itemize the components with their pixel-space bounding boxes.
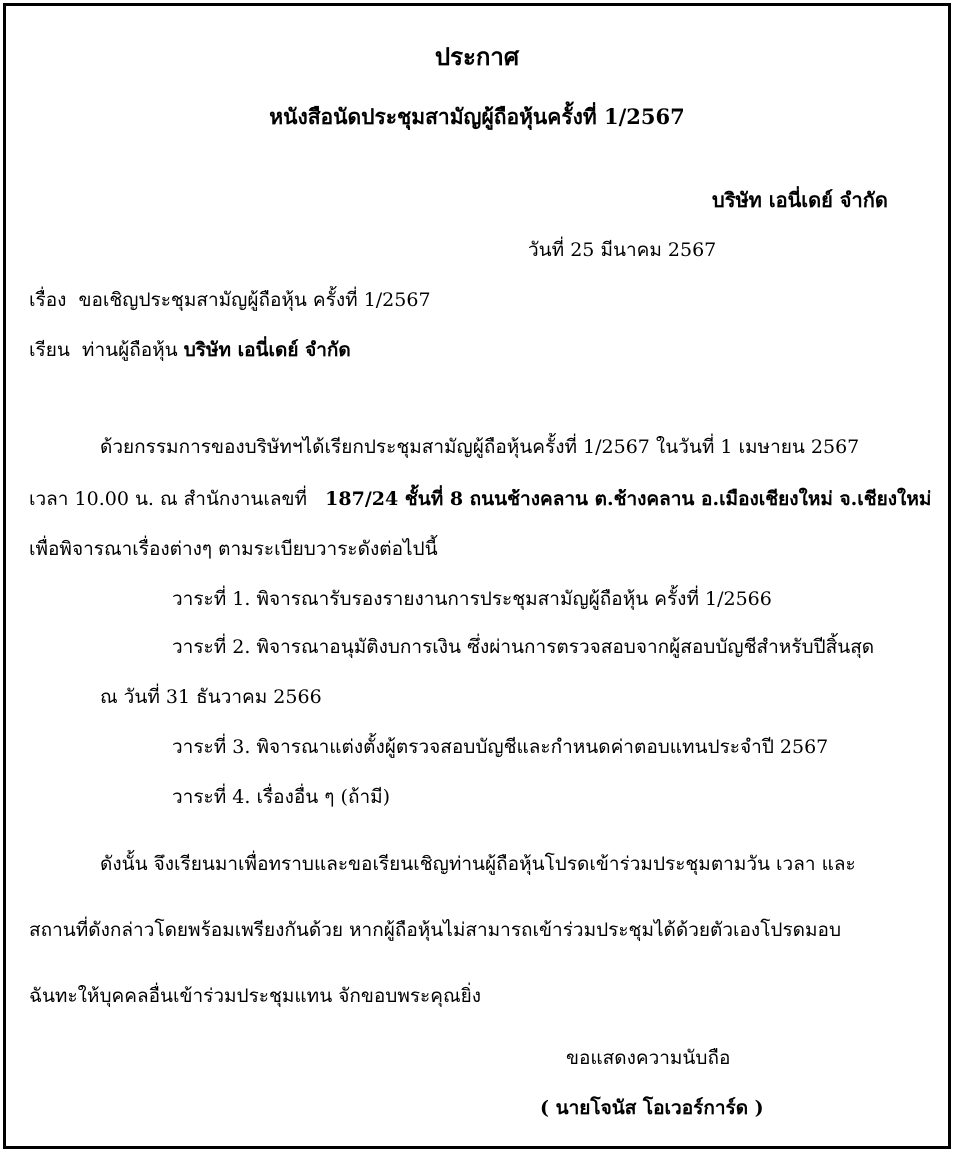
signatory-name: ( นายโจนัส โอเวอร์การ์ด ) <box>540 1097 764 1119</box>
recipient-line <box>29 338 351 362</box>
paragraph-1-line-3: เพื่อพิจารณาเรื่องต่างๆ ตามระเบียบวาระดังต่อไปนี้ <box>29 538 438 560</box>
subject-line <box>29 288 431 312</box>
agenda-item-4: วาระที่ 4. เรื่องอื่น ๆ (ถ้ามี) <box>172 786 391 808</box>
document-border <box>3 3 951 1149</box>
paragraph-2-line-1: ดังนั้น จึงเรียนมาเพื่อทราบและขอเรียนเชิญท่านผู้ถือหุ้นโปรดเข้าร่วมประชุมตามวัน เวลา และ <box>100 853 856 875</box>
company-name: บริษัท เอนี่เดย์ จำกัด <box>712 188 888 212</box>
page-title: ประกาศ <box>434 42 520 71</box>
meeting-time-venue: เวลา 10.00 น. ณ สำนักงานเลขที่ <box>29 488 308 510</box>
paragraph-2-line-3: ฉันทะให้บุคคลอื่นเข้าร่วมประชุมแทน จักขอบพระคุณยิ่ง <box>29 985 482 1007</box>
recipient-company: บริษัท เอนี่เดย์ จำกัด <box>183 339 351 361</box>
subject-label: เรื่อง <box>29 289 67 311</box>
agenda-item-1: วาระที่ 1. พิจารณารับรองรายงานการประชุมสามัญผู้ถือหุ้น ครั้งที่ 1/2566 <box>172 588 772 610</box>
agenda-item-2: วาระที่ 2. พิจารณาอนุมัติงบการเงิน ซึ่งผ่านการตรวจสอบจากผู้สอบบัญชีสำหรับปีสิ้นสุด <box>172 636 875 658</box>
recipient-label: เรียน <box>29 339 70 361</box>
document-date: วันที่ 25 มีนาคม 2567 <box>528 239 717 261</box>
agenda-item-3: วาระที่ 3. พิจารณาแต่งตั้งผู้ตรวจสอบบัญชีและกำหนดค่าตอบแทนประจำปี 2567 <box>172 736 829 758</box>
meeting-address: 187/24 ชั้นที่ 8 ถนนช้างคลาน ต.ช้างคลาน อ.เมืองเชียงใหม่ จ.เชียงใหม่ <box>325 488 932 510</box>
paragraph-1-line-2 <box>29 487 931 511</box>
page-subtitle: หนังสือนัดประชุมสามัญผู้ถือหุ้นครั้งที่ 1/2567 <box>269 104 685 129</box>
paragraph-2-line-2: สถานที่ดังกล่าวโดยพร้อมเพรียงกันด้วย หากผู้ถือหุ้นไม่สามารถเข้าร่วมประชุมได้ด้วยตัวเองโปรดมอบ <box>29 919 842 941</box>
closing-regards: ขอแสดงความนับถือ <box>566 1047 731 1069</box>
subject-text: ขอเชิญประชุมสามัญผู้ถือหุ้น ครั้งที่ 1/2567 <box>78 289 431 311</box>
recipient-text: ท่านผู้ถือหุ้น <box>81 339 178 361</box>
agenda-item-2-continued: ณ วันที่ 31 ธันวาคม 2566 <box>100 686 322 708</box>
paragraph-1-line-1: ด้วยกรรมการของบริษัทฯได้เรียกประชุมสามัญผู้ถือหุ้นครั้งที่ 1/2567 ในวันที่ 1 เมษายน 2567 <box>100 436 860 458</box>
